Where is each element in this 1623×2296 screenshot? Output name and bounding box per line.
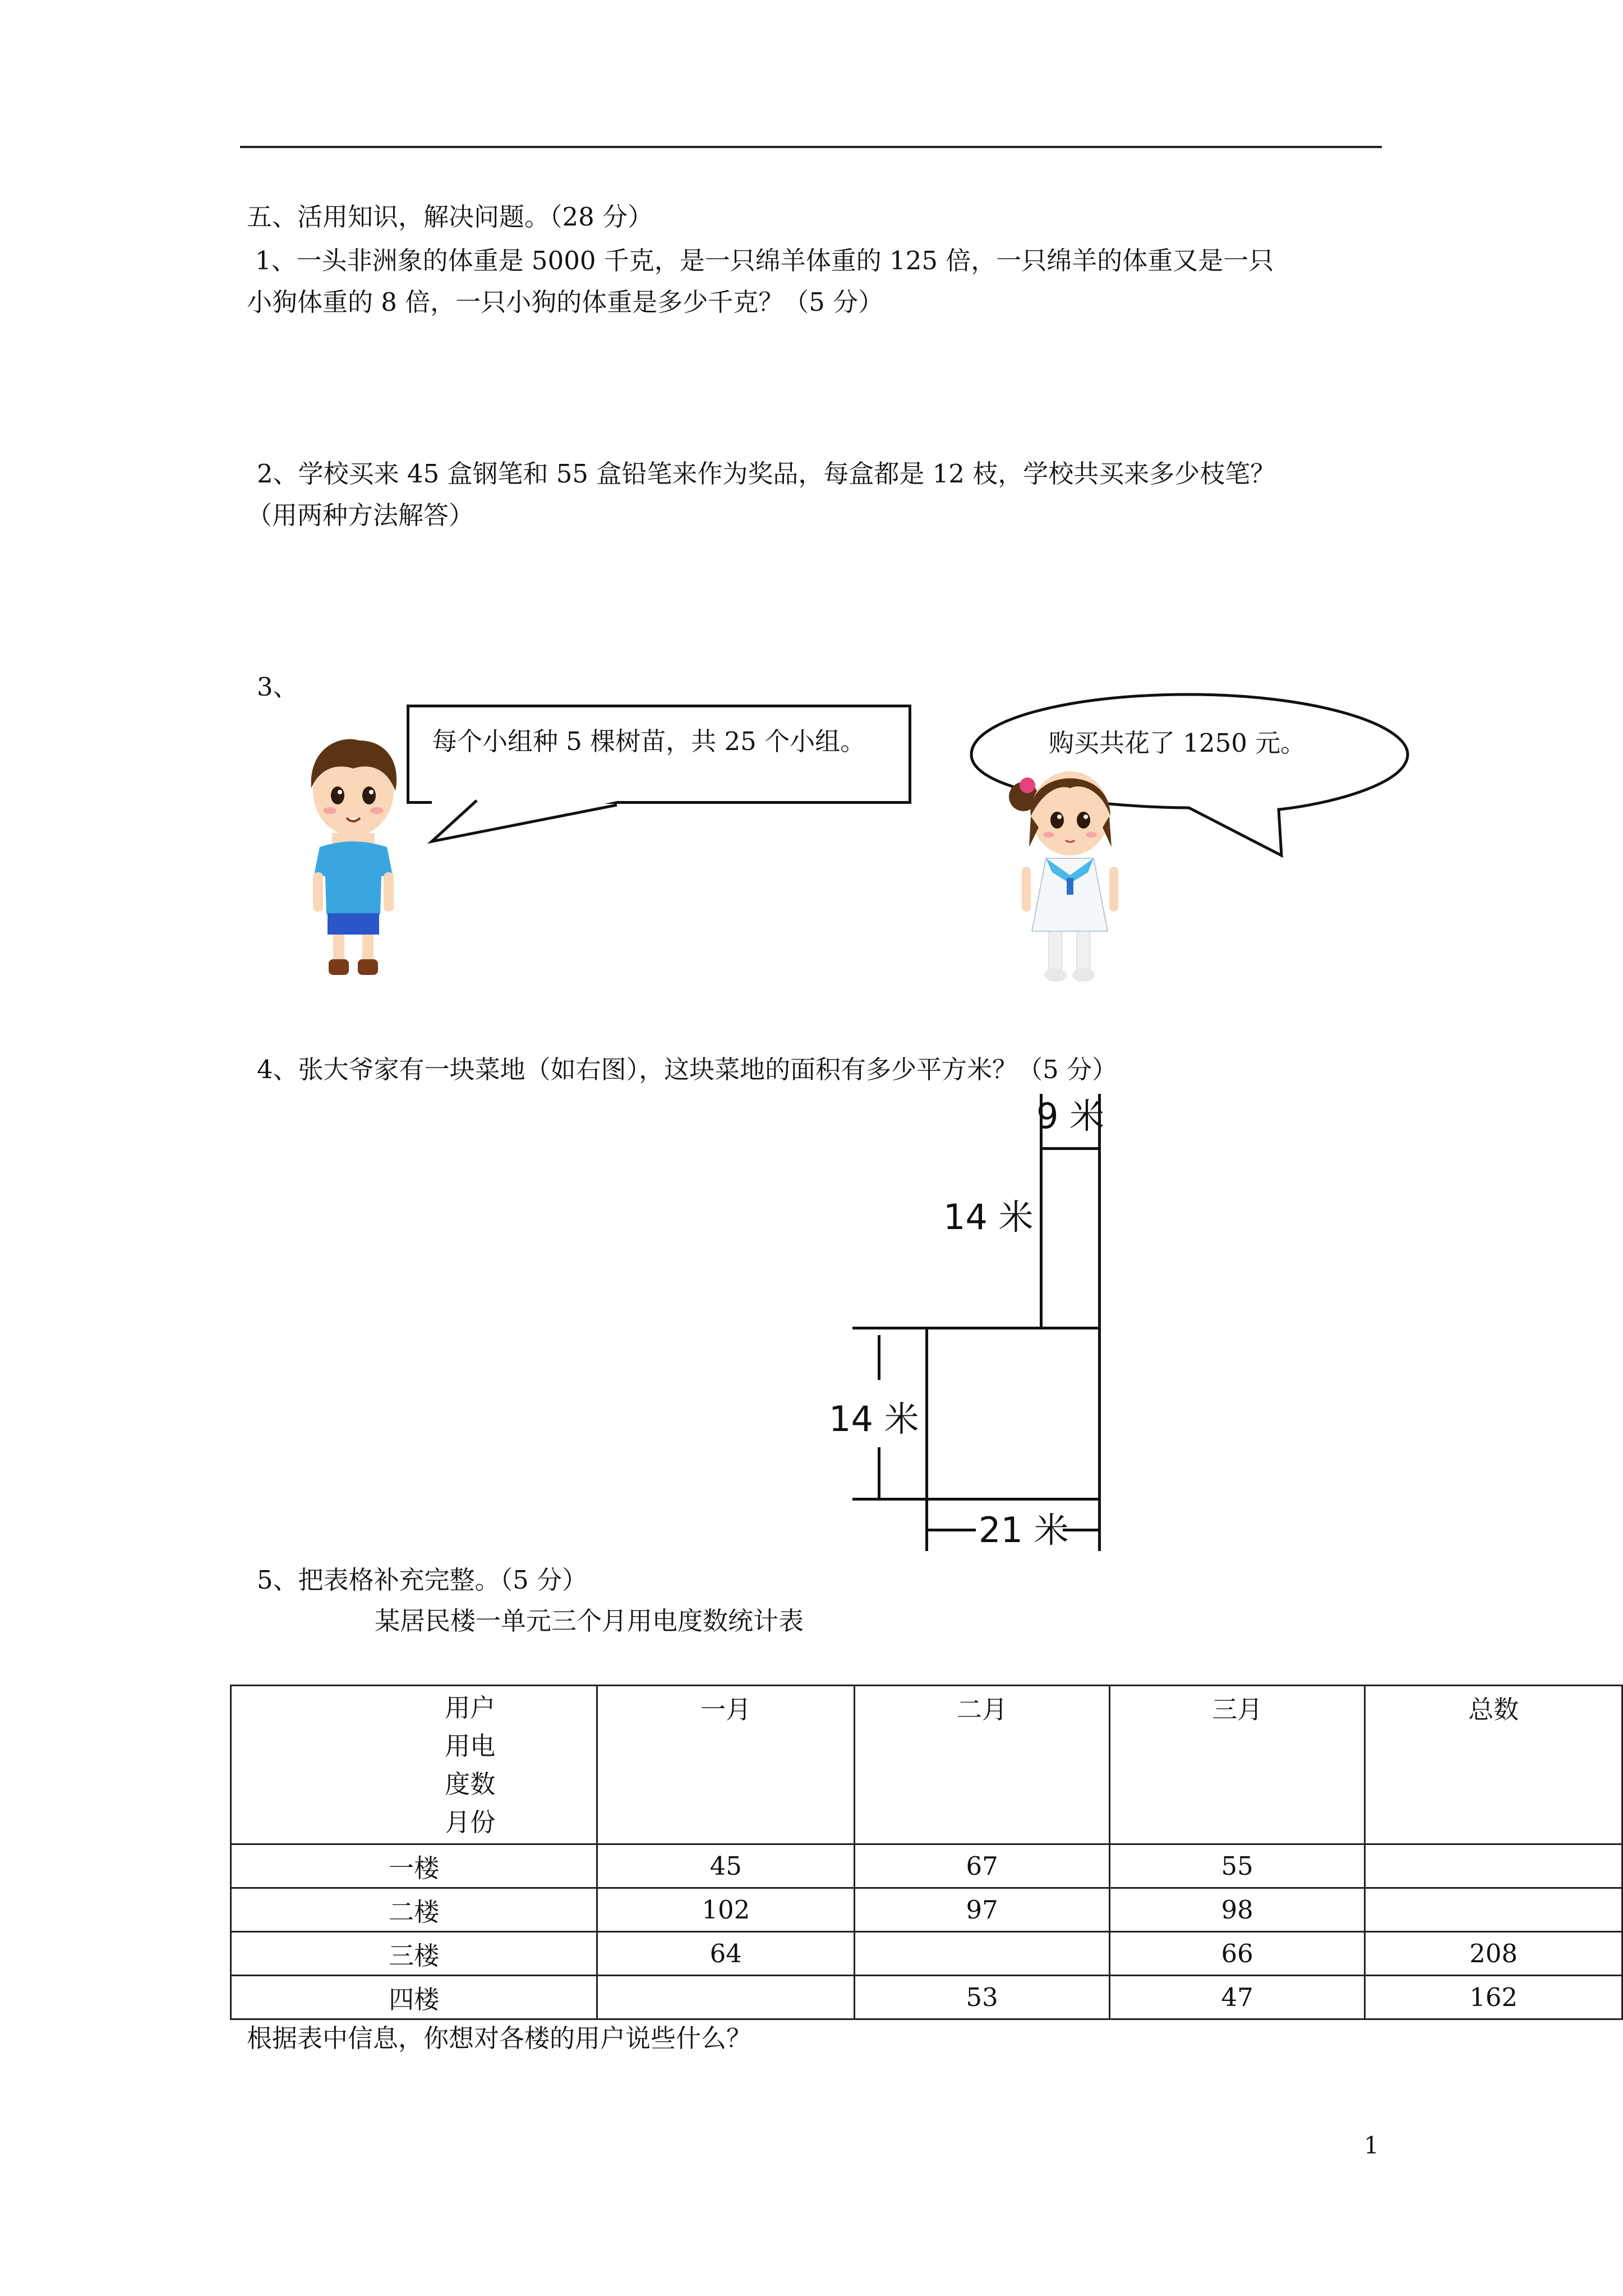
row-label: 一楼 [231,1844,597,1888]
q1-line2: 小狗体重的 8 倍，一只小狗的体重是多少千克？（5 分） [247,287,884,317]
right-edge [1098,1094,1101,1551]
col-header-mar: 三月 [1110,1686,1365,1844]
q4-text: 4、张大爷家有一块菜地（如右图），这块菜地的面积有多少平方米？（5 分） [257,1055,1118,1084]
boy-speech-bubble [407,705,911,804]
table-cell: 67 [855,1844,1110,1888]
table-cell: 64 [597,1932,855,1976]
table-cell: 53 [855,1976,1110,2019]
table-cell: 208 [1365,1932,1622,1976]
dim-bottom-height: 14 米 [829,1398,919,1439]
girl-illustration [1004,752,1133,993]
table-cell-blank [855,1932,1110,1976]
table-cell-blank [597,1976,855,2019]
table-cell: 102 [597,1888,855,1932]
header-diag-cell [231,1686,597,1844]
girl-speech-text: 购买共花了 1250 元。 [1049,728,1306,758]
table-cell: 97 [855,1888,1110,1932]
table-cell: 47 [1110,1976,1365,2019]
table-title: 某居民楼一单元三个月用电度数统计表 [375,1606,804,1636]
col-header-jan: 一月 [597,1686,855,1844]
bottom-edge [925,1498,1101,1501]
boy-bubble-tail [415,799,639,850]
table-cell: 162 [1365,1976,1622,2019]
q3-label: 3、 [257,672,298,702]
table-cell: 66 [1110,1932,1365,1976]
col-header-feb: 二月 [855,1686,1110,1844]
col-header-total: 总数 [1365,1686,1622,1844]
table-row [231,1844,1622,1888]
electricity-table [230,1685,1623,2020]
middle-edge [852,1327,1101,1329]
q5-followup: 根据表中信息，你想对各楼的用户说些什么？ [247,2023,752,2053]
height-arrow-top [878,1335,880,1380]
table-row [231,1932,1622,1976]
q2-line2: （用两种方法解答） [247,500,474,530]
boy-illustration [297,729,409,987]
height-arrow-bottom [878,1447,880,1498]
table-cell-blank [1365,1888,1622,1932]
q5-text: 5、把表格补充完整。（5 分） [257,1565,588,1595]
dim-bottom-width: 21 米 [979,1510,1069,1550]
width-arrow-left [928,1529,976,1531]
table-cell: 45 [597,1844,855,1888]
table-cell: 55 [1110,1844,1365,1888]
page-number: 1 [1364,2132,1379,2159]
lower-bottom-tick [852,1498,928,1501]
upper-top-edge [1040,1147,1101,1150]
table-cell-blank [1365,1844,1622,1888]
header-diag-degrees: 度数 [445,1769,496,1799]
row-label: 二楼 [231,1888,597,1932]
q2-line1: 2、学校买来 45 盒钢笔和 55 盒铅笔来作为奖品，每盒都是 12 枝，学校共买来多少枝笔？ [257,459,1276,489]
header-diag-power: 用电 [445,1731,496,1761]
boy-speech-text: 每个小组种 5 棵树苗，共 25 个小组。 [432,726,866,756]
lower-left-edge [925,1327,928,1551]
dim-top-height: 14 米 [943,1197,1034,1237]
q1-line1: 1、一头非洲象的体重是 5000 千克，是一只绵羊体重的 125 倍，一只绵羊的体重又是一只 [255,246,1274,275]
header-diag-user: 用户 [445,1693,496,1723]
table-row [231,1976,1622,2019]
table-header-row [231,1686,1622,1844]
dim-top-width: 9 米 [1036,1096,1105,1137]
header-diag-month: 月份 [445,1807,496,1837]
table-cell: 98 [1110,1888,1365,1932]
row-label: 四楼 [231,1976,597,2019]
header-rule [240,146,1382,148]
row-label: 三楼 [231,1932,597,1976]
table-row [231,1888,1622,1932]
section-title: 五、活用知识，解决问题。（28 分） [247,202,653,232]
